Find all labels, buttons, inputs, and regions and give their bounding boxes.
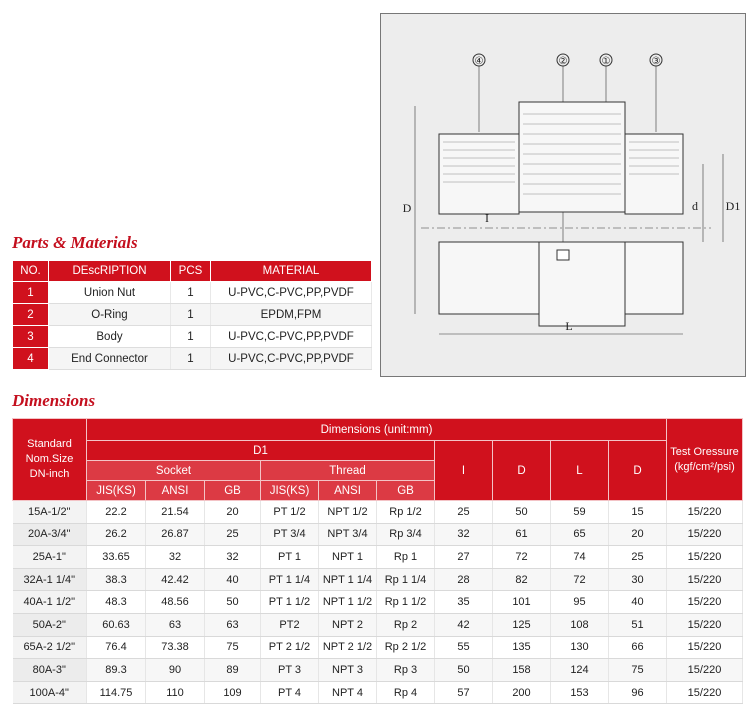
cell-test-pressure: 15/220	[667, 546, 743, 569]
header-thread-gb: GB	[377, 481, 435, 501]
cell-thread-ansi: NPT 4	[319, 681, 377, 704]
cell-standard-size: 80A-3"	[13, 659, 87, 682]
cell-socket-gb: 32	[205, 546, 261, 569]
table-row	[13, 501, 743, 524]
cell-standard-size: 40A-1 1/2"	[13, 591, 87, 614]
dimensions-table-body	[13, 501, 743, 704]
parts-header-no: NO.	[13, 261, 49, 282]
cell-socket-ansi: 73.38	[146, 636, 205, 659]
cell-test-pressure: 15/220	[667, 659, 743, 682]
table-row	[13, 613, 743, 636]
cell-test-pressure: 15/220	[667, 501, 743, 524]
cell-dim-d: 72	[493, 546, 551, 569]
cell-socket-gb: 40	[205, 568, 261, 591]
cell-standard-size: 25A-1"	[13, 546, 87, 569]
cell-dim-l: 153	[551, 681, 609, 704]
cell-socket-jis: 76.4	[87, 636, 146, 659]
cell-standard-size: 32A-1 1/4"	[13, 568, 87, 591]
table-row	[13, 546, 743, 569]
cell-dim-l: 59	[551, 501, 609, 524]
cell-thread-ansi: NPT 1/2	[319, 501, 377, 524]
cell-socket-gb: 89	[205, 659, 261, 682]
cell-thread-ansi: NPT 1 1/2	[319, 591, 377, 614]
cell-socket-ansi: 32	[146, 546, 205, 569]
cell-standard-size: 100A-4"	[13, 681, 87, 704]
cell-thread-gb: Rp 1 1/4	[377, 568, 435, 591]
header-socket: Socket	[87, 461, 261, 481]
table-row	[13, 304, 372, 326]
part-pcs: 1	[171, 326, 211, 348]
cell-thread-gb: Rp 1/2	[377, 501, 435, 524]
header-d-small: D	[609, 441, 667, 501]
dimensions-title: Dimensions	[12, 391, 96, 410]
part-no: 3	[13, 326, 49, 348]
cell-dim-i: 32	[435, 523, 493, 546]
part-material: EPDM,FPM	[211, 304, 372, 326]
dim-label-d: d	[692, 199, 698, 213]
table-row	[13, 348, 372, 370]
table-row	[13, 681, 743, 704]
cell-dim-d-small: 51	[609, 613, 667, 636]
cell-socket-ansi: 90	[146, 659, 205, 682]
part-material: U-PVC,C-PVC,PP,PVDF	[211, 326, 372, 348]
cell-dim-d: 125	[493, 613, 551, 636]
table-row	[13, 591, 743, 614]
cell-dim-i: 42	[435, 613, 493, 636]
cell-thread-jis: PT 3	[261, 659, 319, 682]
cell-dim-l: 72	[551, 568, 609, 591]
parts-header-pcs: PCS	[171, 261, 211, 282]
cell-socket-gb: 63	[205, 613, 261, 636]
cell-socket-jis: 22.2	[87, 501, 146, 524]
cell-thread-jis: PT 1/2	[261, 501, 319, 524]
table-row	[13, 568, 743, 591]
cell-dim-i: 28	[435, 568, 493, 591]
header-socket-gb: GB	[205, 481, 261, 501]
part-description: O-Ring	[49, 304, 171, 326]
cell-thread-jis: PT2	[261, 613, 319, 636]
cell-thread-jis: PT 1 1/2	[261, 591, 319, 614]
dim-label-D1: D1	[725, 199, 741, 213]
cell-test-pressure: 15/220	[667, 636, 743, 659]
cell-thread-ansi: NPT 2 1/2	[319, 636, 377, 659]
cell-dim-d-small: 20	[609, 523, 667, 546]
cell-dim-i: 50	[435, 659, 493, 682]
table-row	[13, 636, 743, 659]
header-i: I	[435, 441, 493, 501]
cell-thread-gb: Rp 3	[377, 659, 435, 682]
part-pcs: 1	[171, 348, 211, 370]
parts-table	[12, 260, 372, 370]
cell-dim-d-small: 96	[609, 681, 667, 704]
o-ring-shape	[557, 250, 569, 260]
cell-dim-d: 101	[493, 591, 551, 614]
header-socket-ansi: ANSI	[146, 481, 205, 501]
cell-socket-jis: 114.75	[87, 681, 146, 704]
cell-test-pressure: 15/220	[667, 681, 743, 704]
parts-header-description: DEscRIPTION	[49, 261, 171, 282]
cell-dim-l: 65	[551, 523, 609, 546]
part-description: Union Nut	[49, 282, 171, 304]
dim-label-I: I	[485, 211, 489, 225]
header-d: D	[493, 441, 551, 501]
cell-dim-d-small: 40	[609, 591, 667, 614]
cell-thread-gb: Rp 2 1/2	[377, 636, 435, 659]
parts-materials-title: Parts & Materials	[12, 233, 138, 252]
cell-socket-ansi: 48.56	[146, 591, 205, 614]
cell-thread-jis: PT 1	[261, 546, 319, 569]
table-row	[13, 523, 743, 546]
part-no: 4	[13, 348, 49, 370]
cell-socket-ansi: 42.42	[146, 568, 205, 591]
cell-dim-d: 158	[493, 659, 551, 682]
callout-3-label: ③	[651, 56, 661, 67]
cell-socket-jis: 38.3	[87, 568, 146, 591]
header-thread-ansi: ANSI	[319, 481, 377, 501]
cell-test-pressure: 15/220	[667, 591, 743, 614]
cell-dim-d-small: 25	[609, 546, 667, 569]
header-d1: D1	[87, 441, 435, 461]
header-l: L	[551, 441, 609, 501]
cell-dim-l: 130	[551, 636, 609, 659]
cell-socket-gb: 109	[205, 681, 261, 704]
table-row	[13, 282, 372, 304]
cell-socket-gb: 20	[205, 501, 261, 524]
cell-socket-jis: 60.63	[87, 613, 146, 636]
cell-dim-i: 25	[435, 501, 493, 524]
cell-dim-d-small: 15	[609, 501, 667, 524]
callout-2-label: ②	[558, 56, 568, 67]
cell-thread-gb: Rp 2	[377, 613, 435, 636]
part-description: Body	[49, 326, 171, 348]
part-pcs: 1	[171, 304, 211, 326]
cell-standard-size: 15A-1/2"	[13, 501, 87, 524]
part-no: 1	[13, 282, 49, 304]
header-thread: Thread	[261, 461, 435, 481]
cell-socket-gb: 75	[205, 636, 261, 659]
cell-thread-jis: PT 3/4	[261, 523, 319, 546]
part-pcs: 1	[171, 282, 211, 304]
cell-thread-ansi: NPT 3/4	[319, 523, 377, 546]
cell-dim-d-small: 30	[609, 568, 667, 591]
cell-dim-d-small: 75	[609, 659, 667, 682]
cell-standard-size: 65A-2 1/2"	[13, 636, 87, 659]
dim-label-D: D	[402, 201, 412, 215]
header-test-pressure: Test Oressure (kgf/cm²/psi)	[667, 419, 743, 501]
cell-thread-ansi: NPT 3	[319, 659, 377, 682]
cell-thread-gb: Rp 3/4	[377, 523, 435, 546]
callout-1-label: ①	[601, 56, 611, 67]
cell-dim-l: 95	[551, 591, 609, 614]
cell-dim-d-small: 66	[609, 636, 667, 659]
cell-thread-ansi: NPT 1	[319, 546, 377, 569]
cell-dim-i: 35	[435, 591, 493, 614]
header-socket-jis: JIS(KS)	[87, 481, 146, 501]
part-material: U-PVC,C-PVC,PP,PVDF	[211, 282, 372, 304]
cell-socket-gb: 50	[205, 591, 261, 614]
dim-label-L: L	[565, 319, 573, 333]
cell-socket-jis: 33.65	[87, 546, 146, 569]
cell-thread-gb: Rp 1 1/2	[377, 591, 435, 614]
cell-test-pressure: 15/220	[667, 523, 743, 546]
parts-header-material: MATERIAL	[211, 261, 372, 282]
cell-dim-l: 74	[551, 546, 609, 569]
cell-socket-ansi: 63	[146, 613, 205, 636]
cell-thread-jis: PT 1 1/4	[261, 568, 319, 591]
cell-dim-d: 50	[493, 501, 551, 524]
header-standard-size: Standard Nom.Size DN-inch	[13, 419, 87, 501]
cell-dim-d: 82	[493, 568, 551, 591]
cell-standard-size: 50A-2"	[13, 613, 87, 636]
cell-test-pressure: 15/220	[667, 613, 743, 636]
cell-dim-i: 57	[435, 681, 493, 704]
callout-4-label: ④	[474, 56, 484, 67]
cell-dim-i: 55	[435, 636, 493, 659]
cell-socket-ansi: 110	[146, 681, 205, 704]
cell-thread-ansi: NPT 1 1/4	[319, 568, 377, 591]
cell-dim-l: 124	[551, 659, 609, 682]
header-thread-jis: JIS(KS)	[261, 481, 319, 501]
cell-dim-i: 27	[435, 546, 493, 569]
union-nut-shape	[519, 102, 625, 212]
cell-thread-gb: Rp 1	[377, 546, 435, 569]
cell-thread-jis: PT 4	[261, 681, 319, 704]
cell-socket-jis: 48.3	[87, 591, 146, 614]
union-technical-drawing	[380, 13, 746, 377]
cell-dim-d: 135	[493, 636, 551, 659]
table-row	[13, 659, 743, 682]
cell-thread-ansi: NPT 2	[319, 613, 377, 636]
cell-dim-l: 108	[551, 613, 609, 636]
union-drawing-svg	[381, 14, 745, 376]
part-material: U-PVC,C-PVC,PP,PVDF	[211, 348, 372, 370]
cell-dim-d: 61	[493, 523, 551, 546]
table-row	[13, 326, 372, 348]
parts-header-row	[13, 261, 372, 282]
cell-test-pressure: 15/220	[667, 568, 743, 591]
cell-thread-gb: Rp 4	[377, 681, 435, 704]
cell-socket-ansi: 21.54	[146, 501, 205, 524]
cell-socket-gb: 25	[205, 523, 261, 546]
cell-standard-size: 20A-3/4"	[13, 523, 87, 546]
cell-socket-jis: 26.2	[87, 523, 146, 546]
header-dimensions-unit: Dimensions (unit:mm)	[87, 419, 667, 441]
part-description: End Connector	[49, 348, 171, 370]
cell-thread-jis: PT 2 1/2	[261, 636, 319, 659]
cell-socket-ansi: 26.87	[146, 523, 205, 546]
cell-dim-d: 200	[493, 681, 551, 704]
part-no: 2	[13, 304, 49, 326]
dimensions-table	[12, 418, 743, 704]
cell-socket-jis: 89.3	[87, 659, 146, 682]
